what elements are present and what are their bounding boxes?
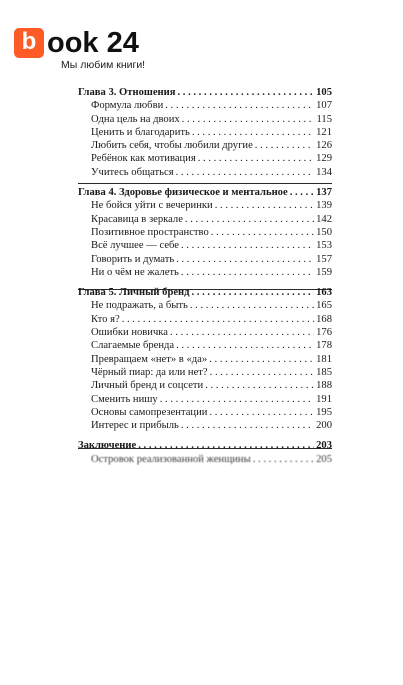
toc-entry[interactable]	[78, 253, 332, 266]
book24-logo[interactable]	[14, 22, 164, 74]
leader-dots	[182, 113, 315, 126]
toc-chapter	[78, 185, 332, 279]
entry-title: Личный бренд и соцсети	[91, 380, 204, 392]
entry-page: 153	[316, 240, 332, 252]
entry-page: 205	[316, 453, 332, 465]
chapter-title: Глава 3. Отношения	[78, 87, 176, 98]
chapter-title: Глава 5. Личный бренд	[78, 287, 190, 299]
leader-dots	[209, 353, 314, 366]
entry-page: 178	[316, 340, 332, 352]
leader-dots	[165, 99, 314, 112]
entry-title: Формула любви	[91, 100, 164, 112]
page-fade-overlay	[60, 466, 350, 526]
leader-dots	[138, 439, 314, 452]
entry-title: Ошибки новичка	[91, 327, 168, 339]
leader-dots	[185, 213, 314, 226]
entry-title: Слагаемые бренда	[91, 340, 175, 352]
entry-title: Ребёнок как мотивация	[91, 153, 196, 165]
leader-dots	[122, 313, 314, 326]
chapter-page: 163	[316, 287, 332, 299]
entry-title: Основы самопрезентации	[91, 406, 208, 418]
entry-title: Интерес и прибыль	[91, 420, 179, 432]
entry-title: Красавица в зеркале	[91, 213, 183, 225]
entry-title: Позитивное пространство	[91, 226, 209, 238]
leader-dots	[170, 326, 314, 339]
entry-page: 176	[316, 327, 332, 339]
entry-title: Одна цель на двоих	[91, 113, 180, 125]
logo-mark-letter: b	[21, 28, 37, 55]
leader-dots	[211, 226, 314, 239]
toc-chapter-heading[interactable]	[78, 186, 332, 199]
entry-page: 191	[316, 393, 332, 405]
leader-dots	[198, 152, 314, 165]
toc-entry[interactable]	[78, 126, 332, 139]
chapter-title: Заключение	[78, 440, 137, 452]
entry-page: 159	[316, 266, 332, 278]
entry-title: Любить себя, чтобы любили другие	[91, 140, 253, 152]
entry-title: Всё лучшее — себе	[91, 240, 179, 252]
entry-page: 185	[316, 366, 332, 378]
toc-entry[interactable]	[78, 139, 332, 152]
entry-page: 107	[316, 100, 332, 112]
entry-page: 188	[316, 380, 332, 392]
toc-entry[interactable]	[78, 313, 332, 326]
toc-chapter-heading[interactable]	[78, 286, 332, 299]
leader-dots	[205, 379, 314, 392]
toc-entry[interactable]	[78, 299, 332, 312]
chapter-page: 203	[316, 440, 332, 452]
toc-entry[interactable]	[78, 199, 332, 212]
toc-chapter	[78, 86, 332, 179]
entry-title: Островок реализованной женщины	[91, 453, 251, 465]
entry-page: 165	[316, 300, 332, 312]
toc-entry[interactable]	[78, 226, 332, 239]
leader-dots	[181, 239, 314, 252]
leader-dots	[181, 266, 314, 279]
chapter-title: Глава 4. Здоровье физическое и ментальное	[78, 187, 288, 199]
leader-dots	[181, 419, 314, 432]
leader-dots	[176, 253, 314, 266]
entry-page: 157	[316, 253, 332, 265]
entry-title: Чёрный пиар: да или нет?	[91, 366, 208, 378]
entry-page: 150	[316, 226, 332, 238]
leader-dots	[253, 453, 314, 466]
table-of-contents	[78, 86, 332, 471]
leader-dots	[192, 126, 314, 139]
toc-entry[interactable]	[78, 326, 332, 339]
entry-page: 200	[316, 420, 332, 432]
toc-entry[interactable]	[78, 406, 332, 419]
entry-page: 121	[316, 126, 332, 138]
entry-page: 142	[316, 213, 332, 225]
leader-dots	[210, 366, 314, 379]
toc-entry[interactable]	[78, 266, 332, 279]
leader-dots	[160, 393, 314, 406]
toc-chapter	[78, 285, 332, 432]
chapter-page: 105	[316, 87, 332, 98]
entry-title: Ценить и благодарить	[91, 126, 190, 138]
entry-title: Учитесь общаться	[91, 166, 174, 178]
entry-page: 134	[316, 166, 332, 178]
toc-chapter-heading[interactable]	[78, 439, 332, 452]
entry-title: Сменить нишу	[91, 393, 158, 405]
toc-entry[interactable]	[78, 379, 332, 392]
leader-dots	[215, 199, 314, 212]
toc-entry[interactable]	[78, 419, 332, 432]
toc-entry[interactable]	[78, 152, 332, 165]
toc-entry[interactable]	[78, 366, 332, 379]
leader-dots	[192, 286, 315, 299]
leader-dots	[176, 339, 314, 352]
logo-wordmark: ook 24	[47, 27, 139, 59]
entry-page: 139	[316, 200, 332, 212]
toc-chapter-heading[interactable]	[78, 86, 332, 99]
entry-page: 168	[316, 313, 332, 325]
chapter-page: 137	[316, 187, 332, 199]
entry-title: Превращаем «нет» в «да»	[91, 353, 208, 365]
toc-entry[interactable]	[78, 113, 332, 126]
leader-dots	[290, 186, 314, 199]
toc-entry[interactable]	[78, 393, 332, 406]
toc-chapter	[78, 438, 332, 466]
entry-page: 195	[316, 406, 332, 418]
leader-dots	[190, 299, 314, 312]
entry-page: 126	[316, 140, 332, 152]
logo-mark	[14, 28, 44, 58]
leader-dots	[209, 406, 314, 419]
toc-entry[interactable]	[78, 339, 332, 352]
leader-dots	[176, 166, 315, 179]
logo-tagline: Мы любим книги!	[61, 59, 146, 71]
toc-entry[interactable]	[78, 453, 332, 466]
entry-page: 181	[316, 353, 332, 365]
entry-page: 129	[316, 153, 332, 165]
toc-entry[interactable]	[78, 213, 332, 226]
leader-dots	[255, 139, 314, 152]
toc-entry[interactable]	[78, 99, 332, 112]
entry-title: Кто я?	[91, 313, 120, 325]
entry-page: 115	[316, 113, 332, 125]
entry-title: Говорить и думать	[91, 253, 175, 265]
toc-entry[interactable]	[78, 353, 332, 366]
leader-dots	[177, 86, 314, 99]
entry-title: Не подражать, а быть	[91, 300, 188, 312]
toc-entry[interactable]	[78, 239, 332, 252]
toc-entry[interactable]	[78, 166, 332, 179]
entry-title: Не бойся уйти с вечеринки	[91, 200, 213, 212]
entry-title: Ни о чём не жалеть	[91, 266, 179, 278]
